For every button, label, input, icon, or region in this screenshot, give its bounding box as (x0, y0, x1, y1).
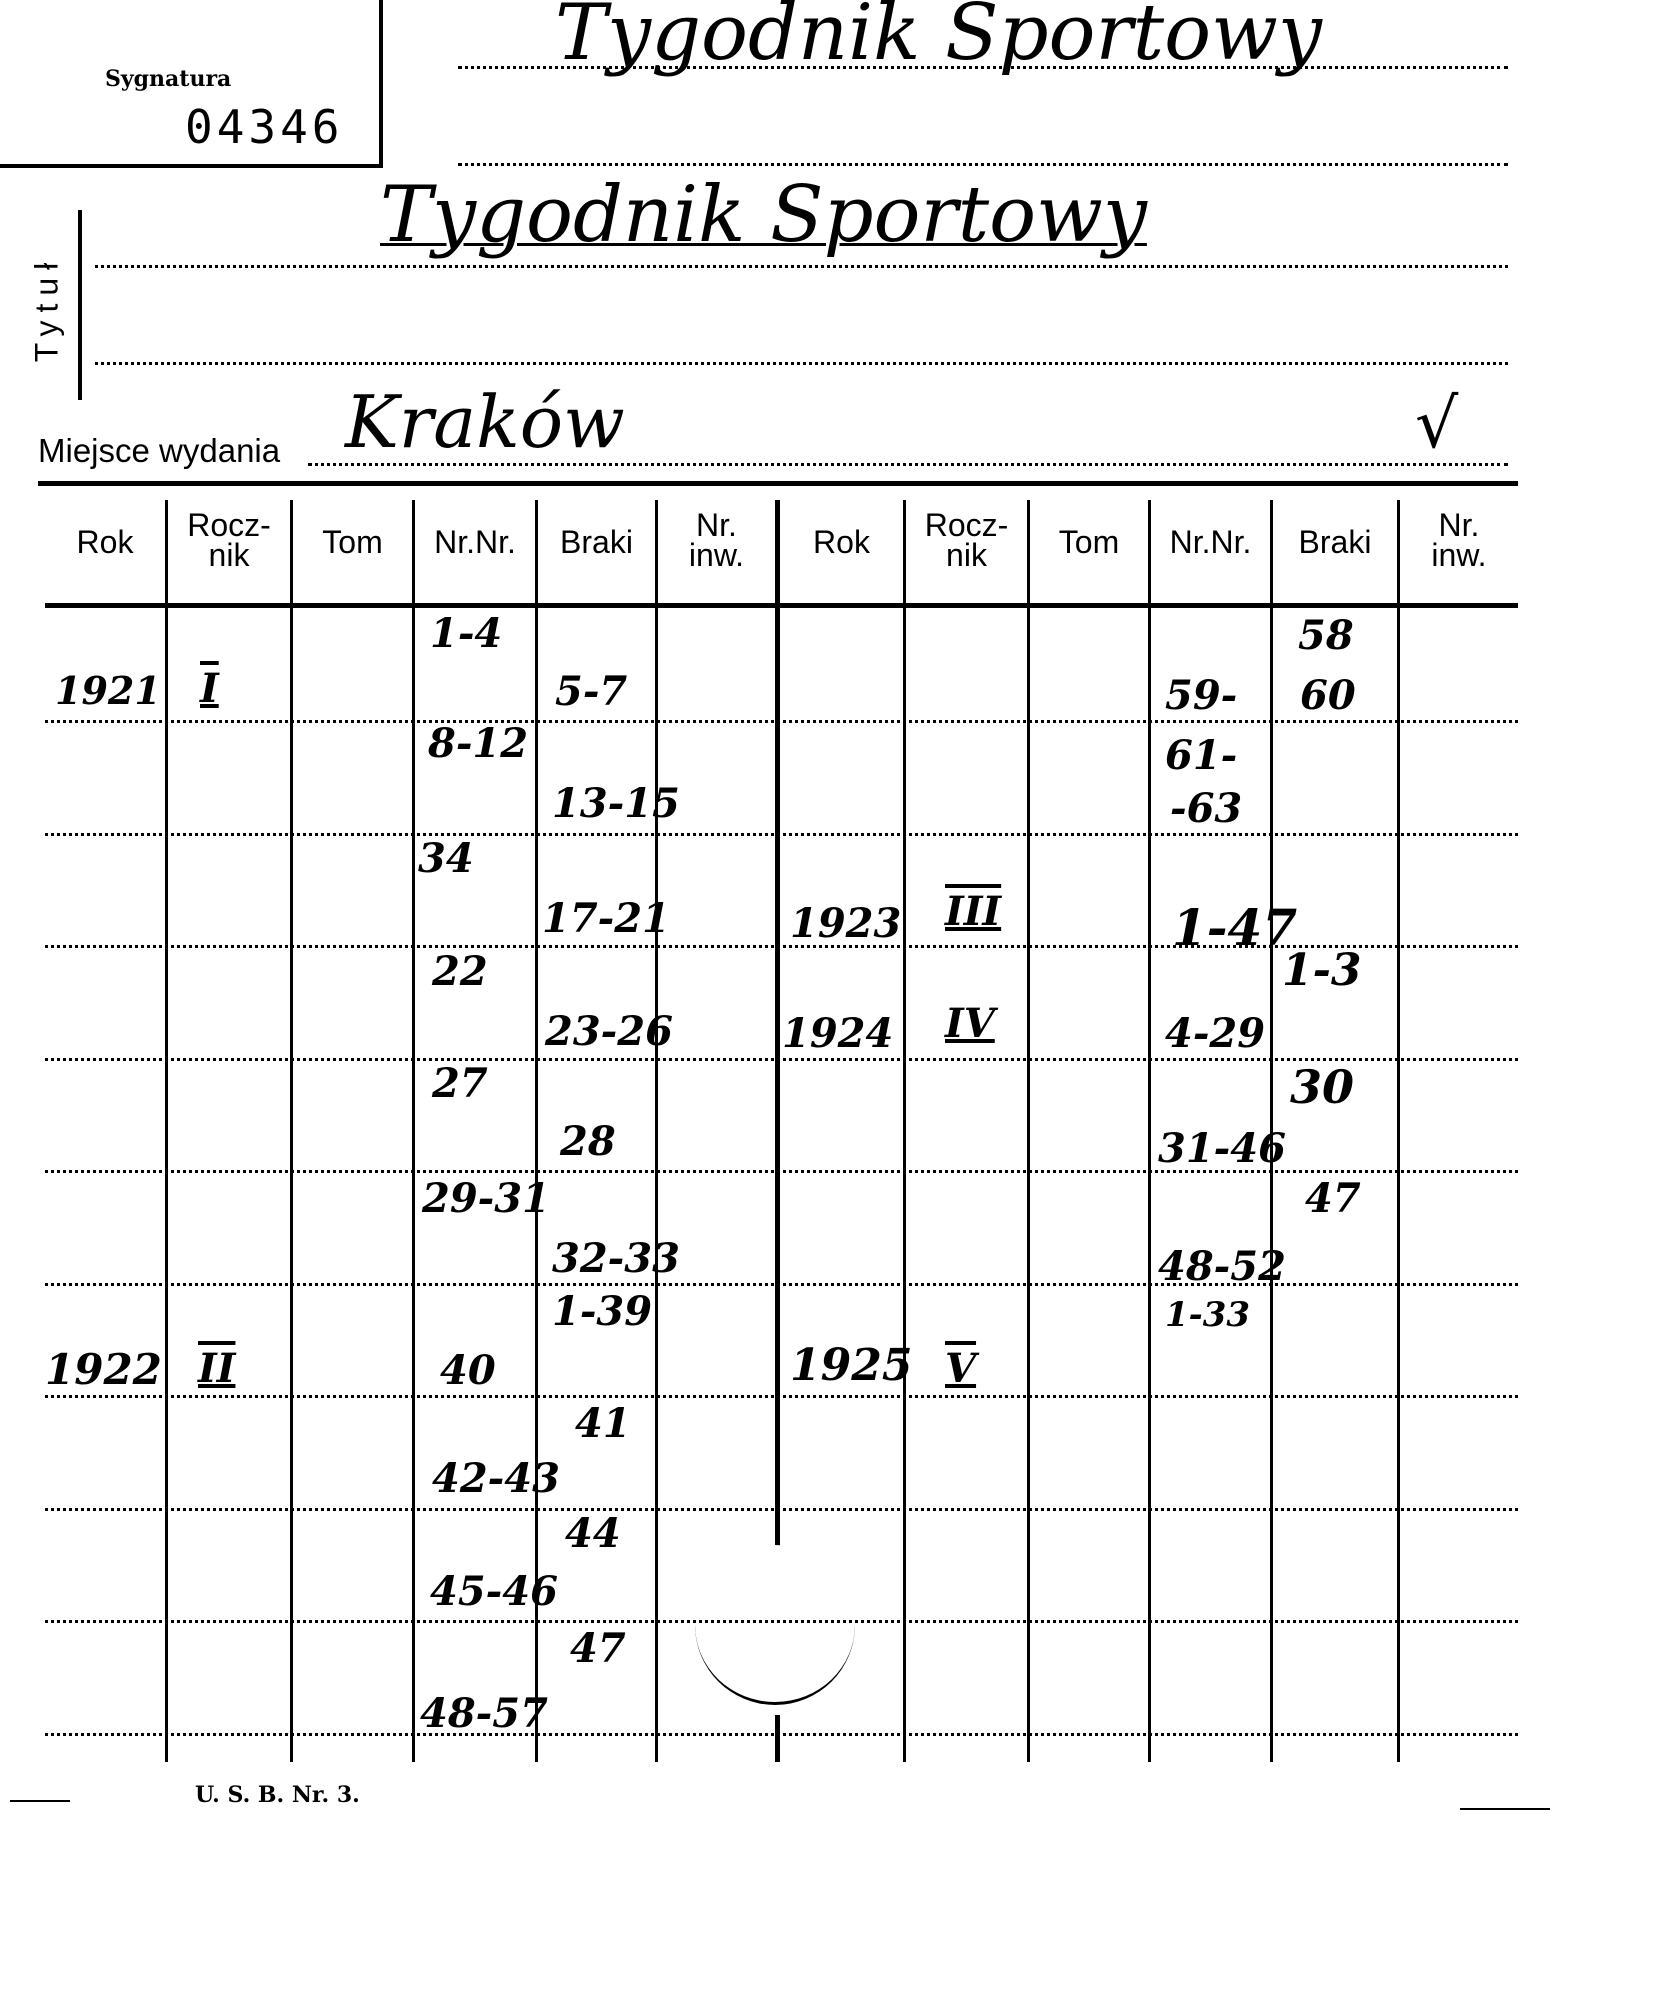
center-divider-stub (775, 1715, 780, 1762)
row-line (45, 1283, 1518, 1286)
card-bottom-edge (10, 1800, 70, 1802)
entry-nrnr: 59- (1165, 672, 1238, 719)
row-line (45, 1620, 1518, 1623)
col-header-rocznik-2: Rocz- nik (924, 507, 1009, 573)
entry-nrnr: 34 (418, 835, 474, 882)
col-line (290, 500, 293, 1762)
entry-braki: 60 (1300, 672, 1356, 719)
entry-braki: 47 (570, 1625, 626, 1672)
row-line (45, 1733, 1518, 1736)
entry-nrnr: 48-57 (420, 1690, 548, 1737)
entry-nrnr: 4-29 (1165, 1010, 1266, 1057)
col-line (1148, 500, 1151, 1762)
entry-braki: 58 (1298, 612, 1354, 659)
table-top-rule (38, 481, 1518, 486)
col-header-rocznik: Rocz- nik (187, 507, 271, 573)
entry-rocznik: III (945, 888, 1002, 935)
title-bracket (78, 210, 82, 400)
check-mark: √ (1415, 385, 1459, 464)
header-bottom-rule (45, 603, 1518, 608)
entry-braki: 13-15 (552, 780, 680, 827)
col-line (165, 500, 168, 1762)
entry-braki: 41 (575, 1400, 631, 1447)
entry-nrnr: 42-43 (432, 1455, 560, 1502)
entry-braki: 17-21 (542, 895, 670, 942)
entry-braki: 32-33 (552, 1235, 680, 1282)
col-header-nrinw: Nr. inw. (688, 507, 745, 573)
col-line (1397, 500, 1400, 1762)
entry-nrnr: 61- (1165, 732, 1238, 779)
title-label (22, 230, 65, 390)
entry-nrnr: 31-46 (1158, 1125, 1286, 1172)
entry-nrnr: -63 (1170, 785, 1243, 832)
entry-nrnr: 27 (432, 1060, 488, 1107)
col-header-rok: Rok (76, 524, 134, 560)
footer-form-number: U. S. B. Nr. 3. (195, 1782, 360, 1808)
title-label-text: Tytuł (28, 254, 65, 363)
original-title: Tygodnik Sportowy (555, 0, 1322, 78)
row-line (45, 833, 1518, 836)
entry-rok: 1924 (782, 1010, 894, 1057)
col-header-tom: Tom (322, 524, 383, 560)
entry-rocznik: IV (945, 1000, 995, 1047)
entry-rocznik: V (945, 1345, 977, 1392)
entry-nrnr: 1-33 (1165, 1295, 1251, 1335)
entry-nrnr: 40 (440, 1347, 496, 1394)
original-title-line-2 (458, 163, 1508, 166)
entry-rok: 1921 (55, 668, 161, 713)
col-header-nrnr-2: Nr.Nr. (1169, 524, 1252, 560)
entry-rok: 1923 (790, 900, 902, 947)
entry-rok: 1922 (45, 1345, 162, 1394)
entry-braki: 28 (560, 1118, 616, 1165)
row-line (45, 1170, 1518, 1173)
entry-nrnr: 8-12 (428, 720, 529, 767)
row-line (45, 1395, 1518, 1398)
entry-braki: 23-26 (545, 1008, 673, 1055)
entry-rocznik: II (198, 1345, 236, 1392)
place-value: Kraków (345, 380, 625, 464)
signature-box (0, 0, 383, 168)
col-header-nrnr: Nr.Nr. (434, 524, 516, 560)
punch-hole (695, 1545, 855, 1705)
entry-braki: 47 (1305, 1175, 1361, 1222)
title-line-1 (95, 265, 1508, 268)
col-line (412, 500, 415, 1762)
entry-braki: 1-39 (552, 1288, 653, 1335)
col-line (903, 500, 906, 1762)
entry-braki: 30 (1290, 1060, 1355, 1114)
title-line-2 (95, 362, 1508, 365)
col-header-nrinw-2: Nr. inw. (1431, 507, 1487, 573)
card-bottom-edge (1460, 1808, 1550, 1810)
col-header-braki: Braki (560, 524, 633, 560)
col-header-braki-2: Braki (1298, 524, 1372, 560)
entry-braki: 44 (565, 1510, 621, 1557)
entry-nrnr: 45-46 (430, 1568, 558, 1615)
entry-braki: 1-3 (1282, 945, 1362, 996)
row-line (45, 1508, 1518, 1511)
center-divider (775, 500, 780, 1550)
entry-braki: 5-7 (555, 668, 628, 715)
entry-nrnr: 29-31 (422, 1175, 550, 1222)
entry-rok: 1925 (790, 1340, 913, 1391)
col-header-tom-2: Tom (1058, 524, 1120, 560)
entry-nrnr: 1-47 (1172, 898, 1298, 957)
signature-value: 04346 (185, 100, 344, 154)
title-value: Tygodnik Sportowy (380, 170, 1147, 260)
signature-label: Sygnatura (105, 66, 232, 92)
row-line (45, 720, 1518, 723)
col-line (1027, 500, 1030, 1762)
entry-nrnr: 1-4 (430, 610, 503, 657)
place-label: Miejsce wydania (38, 432, 281, 469)
col-header-rok-2: Rok (813, 524, 870, 560)
col-line (655, 500, 658, 1762)
entry-rocznik: I (200, 665, 219, 712)
entry-nrnr: 48-52 (1158, 1243, 1286, 1290)
entry-nrnr: 22 (432, 948, 488, 995)
